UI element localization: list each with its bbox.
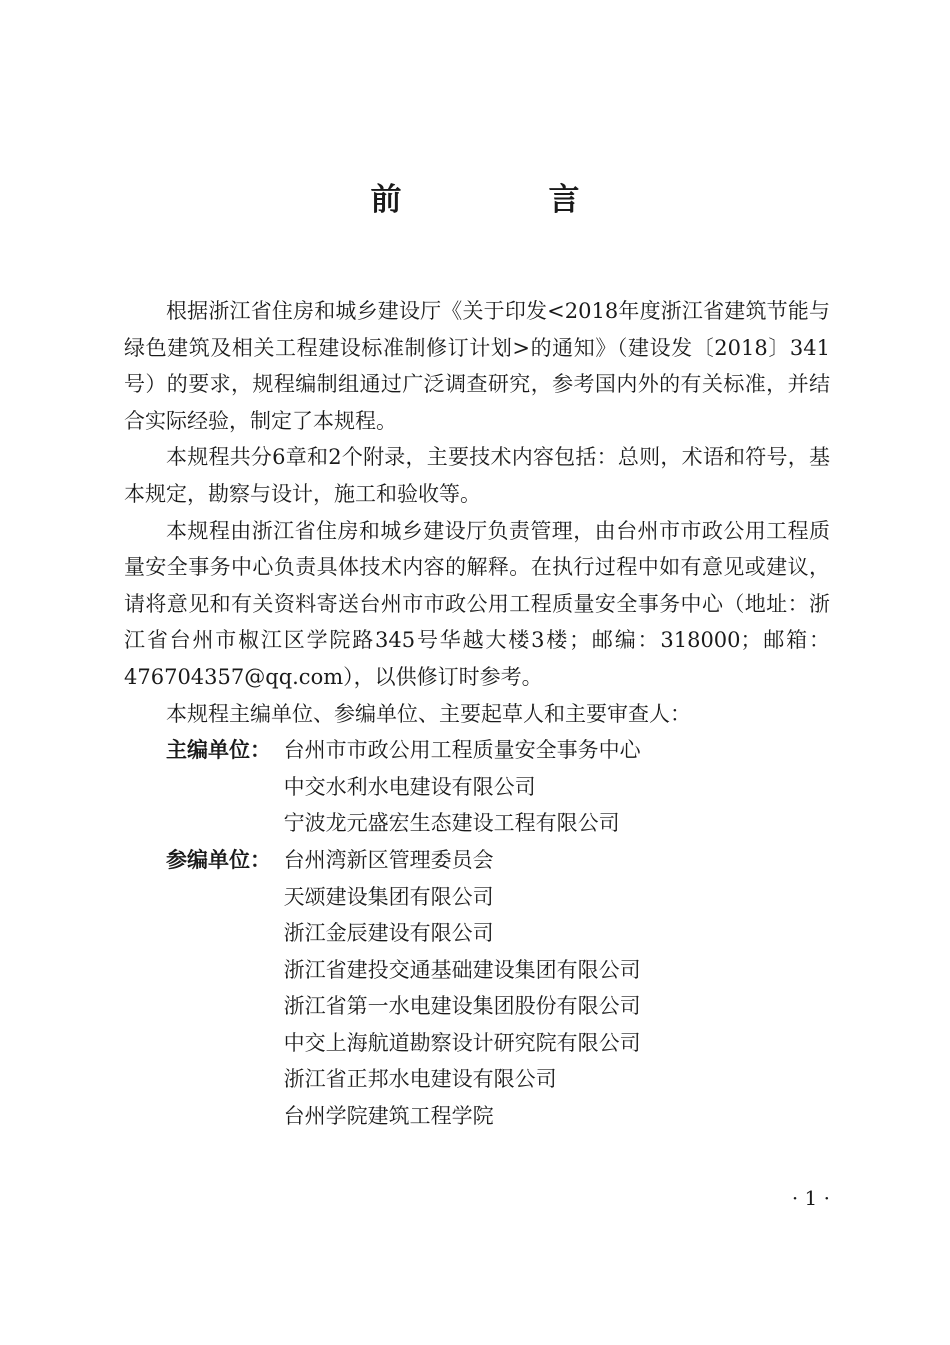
paragraph-background: 根据浙江省住房和城乡建设厅《关于印发<2018年度浙江省建筑节能与绿色建筑及相关工程建设标准制修订计划>的通知》（建设发〔2018〕341号）的要求，规程编制组通过广泛调查研究，参考国内外的有关标准，并结合实际经验，制定了本规程。 xyxy=(124,299,830,433)
list-item: 台州市市政公用工程质量安全事务中心 xyxy=(283,738,641,763)
page-number: · 1 · xyxy=(791,1186,830,1210)
list-item: 台州湾新区管理委员会 xyxy=(283,847,494,872)
participating-units-label: 参编单位： xyxy=(166,847,271,872)
list-item: 宁波龙元盛宏生态建设工程有限公司 xyxy=(283,811,620,836)
list-item: 浙江省第一水电建设集团股份有限公司 xyxy=(283,994,641,1019)
participating-units-block xyxy=(124,842,830,1135)
paragraph-management: 本规程由浙江省住房和城乡建设厅负责管理，由台州市市政公用工程质量安全事务中心负责具体技术内容的解释。在执行过程中如有意见或建议，请将意见和有关资料寄送台州市市政公用工程质量安全事务中心（地址：浙江省台州市椒江区学院路345号华越大楼3楼；邮编：318000；邮箱：476704357@qq.com），以供修订时参考。 xyxy=(124,518,830,689)
list-item: 台州学院建筑工程学院 xyxy=(283,1104,494,1129)
participating-units-list xyxy=(284,842,641,1135)
chief-units-label: 主编单位： xyxy=(166,738,271,763)
list-item: 浙江省正邦水电建设有限公司 xyxy=(283,1067,557,1092)
preface-body xyxy=(124,293,830,1135)
paragraph-contents: 本规程共分6章和2个附录，主要技术内容包括：总则，术语和符号，基本规定，勘察与设计，施工和验收等。 xyxy=(124,445,830,506)
chief-units-list xyxy=(284,732,641,842)
list-item: 浙江金辰建设有限公司 xyxy=(283,921,494,946)
list-item: 浙江省建投交通基础建设集团有限公司 xyxy=(283,957,641,982)
list-item: 中交水利水电建设有限公司 xyxy=(283,774,536,799)
paragraph-units-intro: 本规程主编单位、参编单位、主要起草人和主要审查人： xyxy=(166,701,691,726)
list-item: 中交上海航道勘察设计研究院有限公司 xyxy=(283,1030,641,1055)
page-title: 前 言 xyxy=(370,182,638,218)
list-item: 天颂建设集团有限公司 xyxy=(283,884,494,909)
chief-units-block xyxy=(124,732,830,842)
